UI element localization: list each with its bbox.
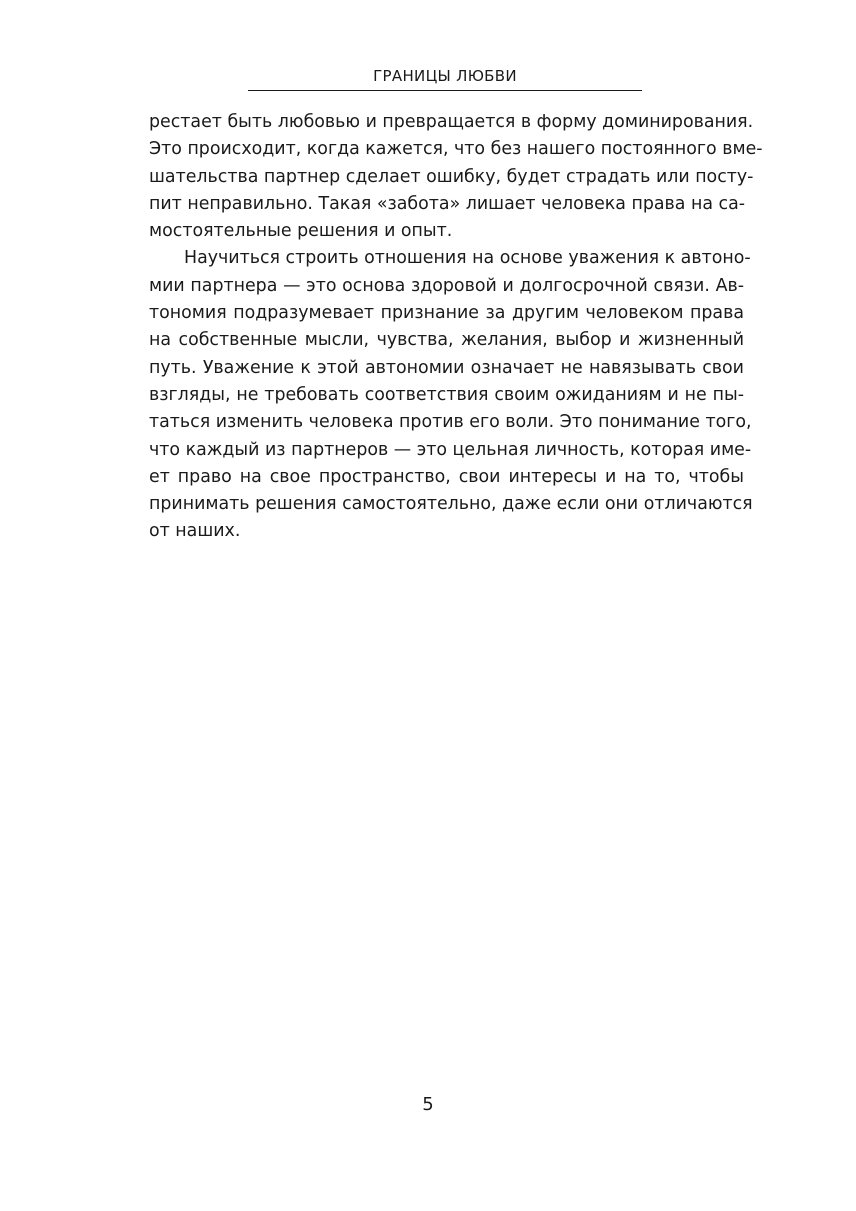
text-line: что каждый из партнеров — это цельная личность, которая име- [149, 439, 752, 460]
text-line: мостоятельные решения и опыт. [149, 221, 453, 242]
body-text [149, 109, 763, 546]
text-line: тономия подразумевает признание за другим человеком права [149, 303, 744, 324]
running-head: ГРАНИЦЫ ЛЮБВИ [248, 66, 642, 91]
text-line: таться изменить человека против его воли. Это понимание того, [149, 412, 752, 433]
page-number: 5 [422, 1094, 434, 1115]
paragraph [149, 245, 753, 545]
text-line: шательства партнер сделает ошибку, будет страдать или посту- [149, 166, 754, 187]
text-line: ет право на свое пространство, свои интересы и на то, чтобы [149, 466, 744, 487]
text-line: путь. Уважение к этой автономии означает не навязывать свои [149, 357, 744, 378]
text-line: от наших. [149, 521, 241, 542]
text-line: пит неправильно. Такая «забота» лишает человека права на са- [149, 193, 746, 214]
text-line: взгляды, не требовать соответствия своим ожиданиям и не пы- [149, 384, 744, 405]
text-line: мии партнера — это основа здоровой и долгосрочной связи. Ав- [149, 275, 744, 296]
text-line: рестает быть любовью и превращается в форму доминирования. [149, 112, 754, 132]
text-line: Это происходит, когда кажется, что без нашего постоянного вме- [149, 139, 763, 160]
text-line: Научиться строить отношения на основе уважения к автоно- [184, 248, 751, 269]
paragraph [149, 109, 763, 245]
text-line: на собственные мысли, чувства, желания, выбор и жизненный [149, 330, 744, 351]
text-line: принимать решения самостоятельно, даже если они отличаются [149, 494, 753, 515]
